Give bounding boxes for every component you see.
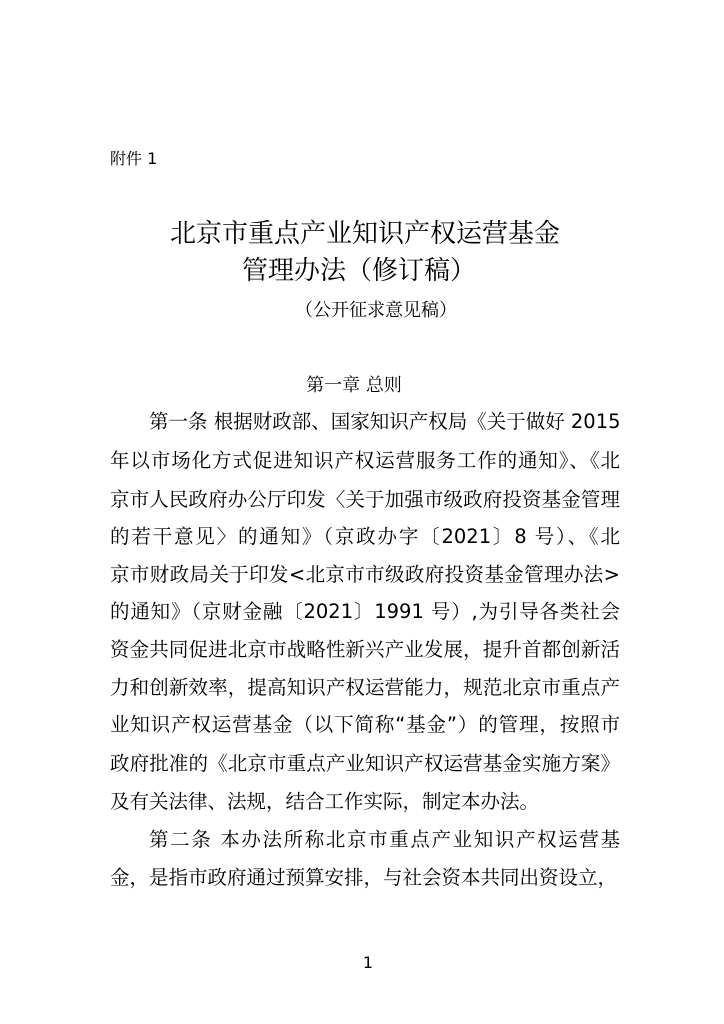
- document-title-line-1: 北京市重点产业知识产权运营基金: [169, 219, 560, 249]
- article-1-line: 的通知》（京财金融〔2021〕1991 号）,为引导各类社会: [110, 600, 620, 623]
- article-2-line: 金，是指市政府通过预算安排，与社会资本共同出资设立，: [110, 866, 618, 889]
- document-subtitle: （公开征求意见稿）: [295, 300, 457, 321]
- article-1-line: 及有关法律、法规，结合工作实际，制定本办法。: [110, 790, 540, 813]
- article-1-line: 年以市场化方式促进知识产权运营服务工作的通知》、《北: [110, 449, 620, 472]
- chapter-heading: 第一章 总则: [306, 375, 402, 396]
- article-2-line: 第二条 本办法所称北京市重点产业知识产权运营基: [149, 828, 620, 851]
- article-1-line: 力和创新效率，提高知识产权运营能力，规范北京市重点产: [110, 676, 620, 699]
- article-1-line: 京市人民政府办公厅印发〈关于加强市级政府投资基金管理: [110, 488, 620, 511]
- page-number: 1: [362, 953, 374, 972]
- article-1-line: 京市财政局关于印发<北京市市级政府投资基金管理办法>: [110, 563, 620, 586]
- article-1-line: 政府批准的《北京市重点产业知识产权运营基金实施方案》: [110, 752, 620, 775]
- article-1-line: 资金共同促进北京市战略性新兴产业发展，提升首都创新活: [110, 638, 620, 661]
- attachment-label: 附件 1: [110, 149, 158, 168]
- article-1-line: 的若干意见〉的通知》（京政办字〔2021〕8 号）、《北: [110, 525, 620, 548]
- article-1-line: 业知识产权运营基金（以下简称“基金”）的管理，按照市: [110, 713, 620, 736]
- document-title-line-2: 管理办法（修订稿）: [241, 256, 476, 286]
- article-1-line: 第一条 根据财政部、国家知识产权局《关于做好 2015: [149, 410, 621, 433]
